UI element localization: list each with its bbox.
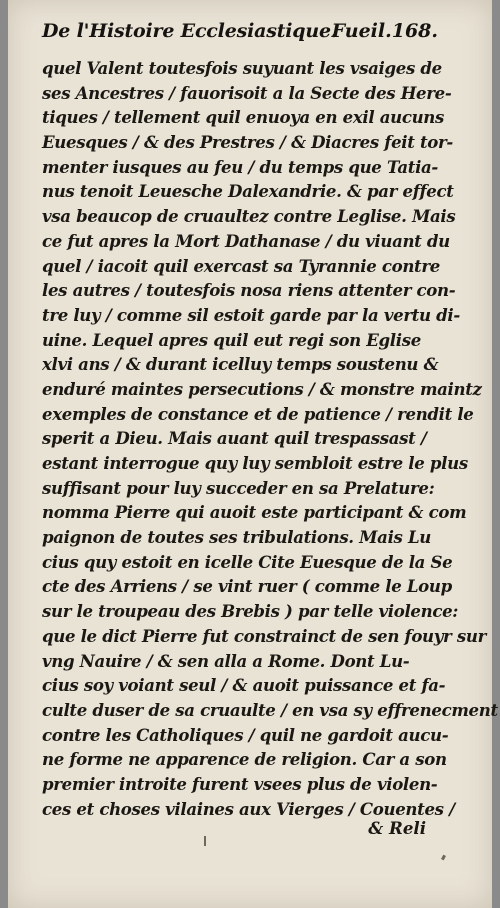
text-line: menter iusques au feu / du temps que Tatia- (42, 156, 438, 177)
text-line: tre luy / comme sil estoit garde par la vertu di- (42, 304, 460, 325)
text-line: tiques / tellement quil enuoya en exil aucuns (42, 107, 445, 128)
text-line: cte des Arriens / se vint ruer ( comme le Loup (42, 576, 452, 597)
text-line: les autres / toutesfois nosa riens attenter con- (42, 280, 456, 301)
text-line: ne forme ne apparence de religion. Car a son (42, 749, 447, 770)
text-line: nomma Pierre qui auoit este participant & com (42, 502, 467, 523)
text-line: xlvi ans / & durant icelluy temps soustenu & (42, 354, 439, 375)
text-line: cius soy voiant seul / & auoit puissance et fa- (42, 675, 446, 696)
ink-mark (204, 836, 206, 846)
running-head: De l'Histoire Ecclesiastique. (42, 20, 338, 42)
text-line: ses Ancestres / fauorisoit a la Secte des Here- (42, 82, 452, 103)
text-line: sperit a Dieu. Mais auant quil trespassast / (42, 428, 427, 449)
text-line: vng Nauire / & sen alla a Rome. Dont Lu- (42, 650, 410, 671)
ink-mark (441, 855, 446, 861)
text-line: exemples de constance et de patience / rendit le (42, 403, 474, 424)
text-line: quel / iacoit quil exercast sa Tyrannie contre (42, 255, 440, 276)
text-line: estant interrogue quy luy sembloit estre le plus (42, 453, 468, 473)
text-line: paignon de toutes ses tribulations. Mais Lu (42, 527, 431, 548)
text-line: vsa beaucop de cruaultez contre Leglise. Mais (42, 206, 456, 227)
text-line: premier introite furent vsees plus de violen- (42, 773, 438, 794)
text-line: culte duser de sa cruaulte / en vsa sy effrenecment (42, 699, 498, 720)
text-line: quel Valent toutesfois suyuant les vsaiges de (42, 58, 442, 78)
catchword: & Reli (368, 818, 426, 838)
text-line: ce fut apres la Mort Dathanase / du viuant du (42, 230, 450, 251)
text-line: nus tenoit Leuesche Dalexandrie. & par effect (42, 181, 454, 202)
text-line: ces et choses vilaines aux Vierges / Couentes / (42, 798, 455, 819)
document-page (8, 0, 498, 908)
text-line: Euesques / & des Prestres / & Diacres feit tor- (42, 132, 453, 153)
text-line: contre les Catholiques / quil ne gardoit aucu- (42, 724, 449, 745)
text-line: sur le troupeau des Brebis ) par telle violence: (42, 601, 459, 622)
text-line: que le dict Pierre fut constrainct de sen fouyr sur (42, 625, 486, 646)
text-line: uine. Lequel apres quil eut regi son Eglise (42, 329, 421, 350)
folio-number: Fueil.168. (331, 20, 438, 42)
text-line: cius quy estoit en icelle Cite Euesque de la Se (42, 551, 453, 572)
body-text (42, 56, 498, 821)
text-line: suffisant pour luy succeder en sa Prelature: (42, 477, 435, 498)
text-line: enduré maintes persecutions / & monstre maintz (42, 378, 482, 399)
